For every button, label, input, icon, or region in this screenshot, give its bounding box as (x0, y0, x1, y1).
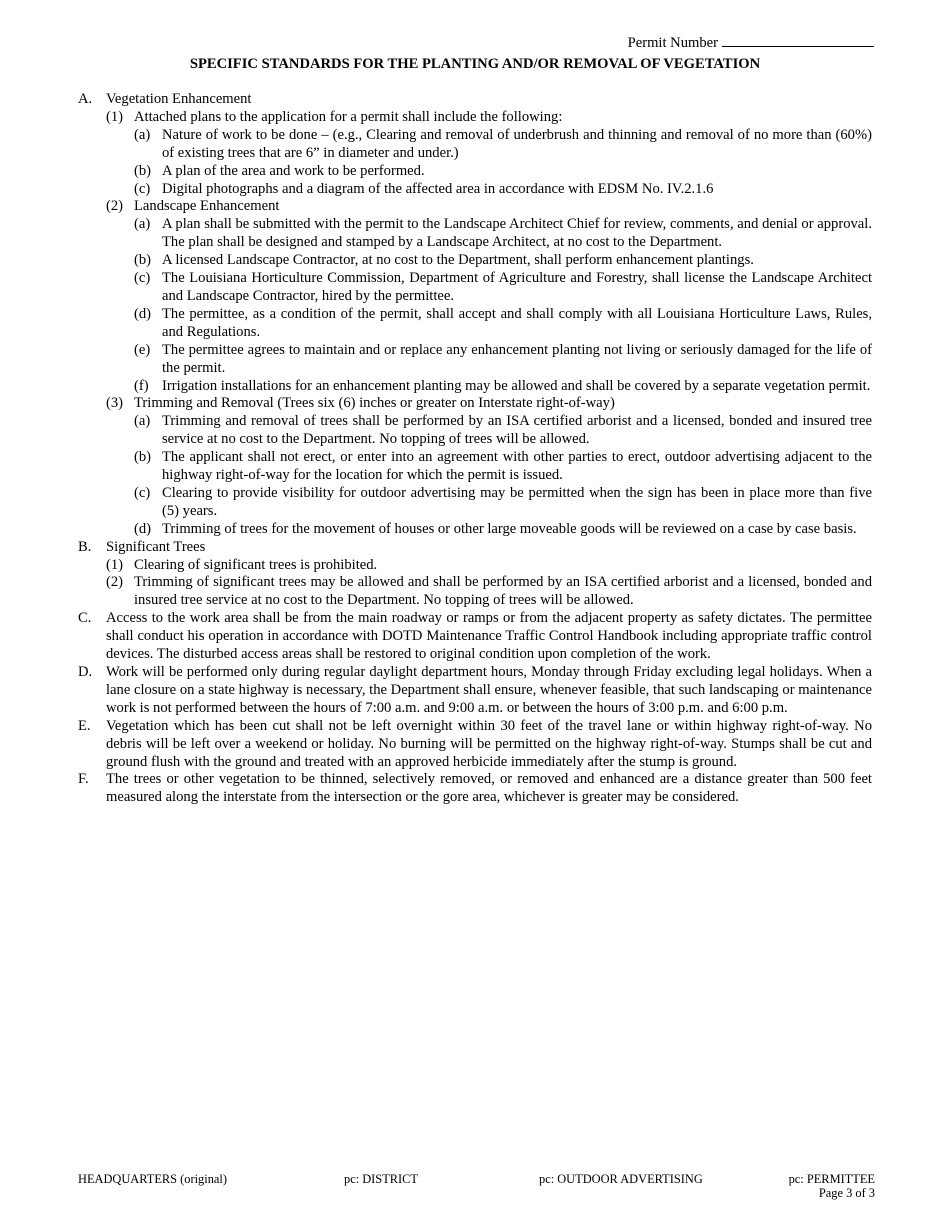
item-text: Trimming of significant trees may be allowed and shall be performed by an ISA certified arborist and a licensed, bonded and insured tree service at no cost to the Department. No topping of trees will be allowed. (134, 574, 872, 609)
page-title: SPECIFIC STANDARDS FOR THE PLANTING AND/OR REMOVAL OF VEGETATION (189, 56, 761, 72)
section-a (78, 91, 872, 109)
item-label: (d) (134, 520, 152, 537)
section-a-1 (106, 109, 872, 127)
section-label: E. (78, 717, 91, 734)
section-a-3-a (134, 413, 872, 449)
document-body (78, 91, 872, 807)
section-label: D. (78, 664, 93, 680)
item-text: Trimming and Removal (Trees six (6) inches or greater on Interstate right-of-way) (134, 395, 615, 412)
item-text: Landscape Enhancement (134, 198, 280, 215)
item-text: Trimming and removal of trees shall be performed by an ISA certified arborist and a licensed, bonded and insured tree service at no cost to the Department. No topping of trees will be allowed. (162, 413, 872, 448)
section-a-3-b (134, 449, 872, 485)
item-text: Attached plans to the application for a permit shall include the following: (134, 108, 563, 125)
section-label: C. (78, 610, 92, 627)
section-label: A. (78, 91, 93, 107)
item-text: Clearing of significant trees is prohibited. (134, 556, 378, 573)
item-label: (a) (134, 413, 151, 430)
item-label: (a) (134, 126, 151, 143)
section-a-3-c (134, 485, 872, 521)
item-label: (1) (106, 108, 124, 125)
item-text: A plan of the area and work to be performed. (162, 162, 425, 179)
item-label: (1) (106, 556, 124, 573)
section-a-2-e (134, 342, 872, 378)
permit-number-field (628, 33, 874, 53)
section-c (78, 610, 872, 664)
section-a-1-a (134, 127, 872, 163)
section-text: Access to the work area shall be from the main roadway or ramps or from the adjacent property as safety dictates. The permittee shall conduct his operation in accordance with DOTD Maintenance Traffic Control Handbook including appropriate traffic control devices. The disturbed access areas shall be restored to original condition upon completion of the work. (106, 610, 872, 663)
item-text: Nature of work to be done – (e.g., Clearing and removal of underbrush and thinning and removal of no more than (60%) of existing trees that are 6” in diameter and under.) (162, 126, 872, 161)
section-f (78, 771, 872, 807)
permit-number-label: Permit Number (627, 35, 718, 51)
footer-permittee: pc: PERMITTEE (788, 1172, 875, 1186)
section-a-2 (106, 198, 872, 216)
item-label: (e) (134, 341, 151, 358)
section-a-2-f (134, 378, 872, 396)
section-a-1-c (134, 181, 872, 199)
item-text: The applicant shall not erect, or enter into an agreement with other parties to erect, outdoor advertising adjacent to the highway right-of-way for the location for which the permit is issued. (162, 449, 872, 484)
section-a-1-b (134, 163, 872, 181)
item-label: (c) (134, 484, 151, 501)
item-text: Trimming of trees for the movement of houses or other large moveable goods will be reviewed on a case by case basis. (162, 520, 857, 537)
section-a-2-d (134, 306, 872, 342)
footer-headquarters: HEADQUARTERS (original) (78, 1172, 227, 1186)
section-b-1 (106, 557, 872, 575)
section-text: The trees or other vegetation to be thinned, selectively removed, or removed and enhanced are a distance greater than 500 feet measured along the interstate from the intersection or the gore area, whichever is greater may be considered. (106, 771, 872, 806)
item-text: The Louisiana Horticulture Commission, Department of Agriculture and Forestry, shall license the Landscape Architect and Landscape Contractor, hired by the permittee. (162, 270, 872, 304)
footer-outdoor-advertising: pc: OUTDOOR ADVERTISING (539, 1172, 703, 1186)
item-text: The permittee agrees to maintain and or replace any enhancement planting not living or seriously damaged for the life of the permit. (162, 341, 872, 376)
item-text: The permittee, as a condition of the permit, shall accept and shall comply with all Louisiana Horticulture Laws, Rules, and Regulations. (162, 305, 872, 340)
item-label: (2) (106, 574, 124, 591)
item-label: (a) (134, 216, 151, 233)
section-text: Vegetation which has been cut shall not be left overnight within 30 feet of the travel lane or within highway right-of-way. No debris will be left over a weekend or holiday. No burning will be permitted on the highway right-of-way. Stumps shall be cut and ground flush with the ground and treated with an approved herbicide immediately after the stump is ground. (106, 717, 872, 770)
permit-number-blank-line (722, 33, 874, 47)
section-a-2-b (134, 252, 872, 270)
section-e (78, 718, 872, 772)
item-label: (2) (106, 198, 124, 215)
item-text: Digital photographs and a diagram of the affected area in accordance with EDSM No. IV.2.1.6 (162, 180, 714, 197)
item-label: (c) (134, 270, 151, 287)
item-label: (f) (134, 377, 149, 394)
section-label: F. (78, 771, 89, 788)
section-a-2-c (134, 270, 872, 306)
item-text: Clearing to provide visibility for outdoor advertising may be permitted when the sign has been in place more than five (5) years. (162, 484, 872, 519)
section-b-2 (106, 574, 872, 610)
item-text: A plan shall be submitted with the permit to the Landscape Architect Chief for review, comments, and denial or approval. The plan shall be designed and stamped by a Landscape Architect, at no cost to the Department. (162, 216, 872, 251)
section-a-3-d (134, 521, 872, 539)
item-label: (b) (134, 252, 152, 269)
section-a-3 (106, 395, 872, 413)
item-label: (b) (134, 449, 152, 466)
item-label: (b) (134, 162, 152, 179)
section-b (78, 539, 872, 557)
item-text: Irrigation installations for an enhancement planting may be allowed and shall be covered by a separate vegetation permit. (162, 377, 871, 394)
item-label: (d) (134, 305, 152, 322)
footer-district: pc: DISTRICT (344, 1172, 418, 1186)
section-label: B. (78, 538, 92, 555)
section-a-2-a (134, 216, 872, 252)
section-d (78, 664, 872, 718)
item-label: (3) (106, 395, 124, 412)
item-label: (c) (134, 180, 151, 197)
item-text: A licensed Landscape Contractor, at no cost to the Department, shall perform enhancement plantings. (162, 252, 754, 269)
page-number: Page 3 of 3 (818, 1186, 875, 1200)
section-heading: Significant Trees (106, 538, 206, 555)
section-heading: Vegetation Enhancement (106, 91, 252, 107)
section-text: Work will be performed only during regular daylight department hours, Monday through Friday excluding legal holidays. When a lane closure on a state highway is necessary, the Department shall ensure, whenever feasible, that such landscaping or maintenance work is not performed between the hours of 7:00 a.m. and 9:00 a.m. or between the hours of 3:00 p.m. and 6:00 p.m. (106, 664, 872, 716)
